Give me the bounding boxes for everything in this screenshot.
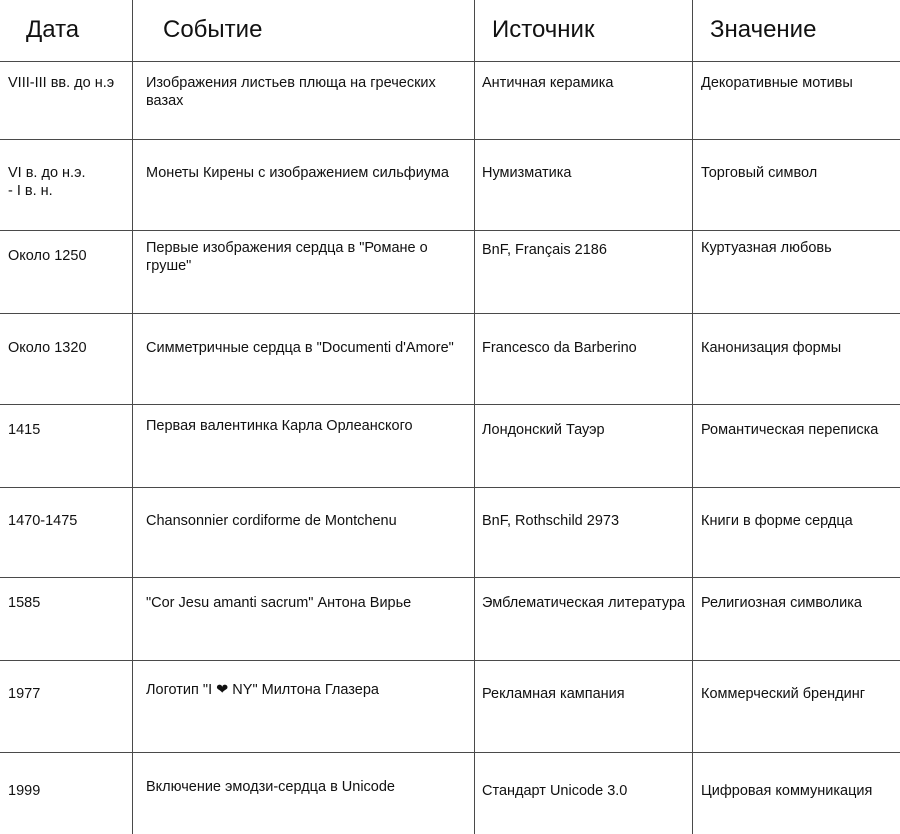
table-row: [0, 753, 900, 834]
header-event: Событие: [132, 0, 474, 61]
header-date: Дата: [26, 16, 80, 43]
header-source: Источник: [474, 0, 692, 61]
table-row: [0, 578, 900, 661]
cell-meaning: Цифровая коммуникация: [692, 753, 900, 834]
cell-source: BnF, Français 2186: [474, 231, 692, 313]
cell-source: Рекламная кампания: [474, 661, 692, 752]
cell-meaning: Религиозная символика: [692, 578, 900, 660]
cell-meaning: Канонизация формы: [692, 314, 900, 404]
cell-date: VIII-III вв. до н.э: [8, 75, 115, 91]
cell-date: Около 1320: [8, 340, 87, 356]
cell-event: "Cor Jesu amanti sacrum" Антона Вирье: [132, 578, 474, 660]
cell-meaning: Коммерческий брендинг: [692, 661, 900, 752]
table-row: [0, 488, 900, 578]
table-row: [0, 231, 900, 314]
table-row: [0, 405, 900, 488]
cell-date: 1470-1475: [8, 513, 78, 529]
cell-meaning: Романтическая переписка: [692, 405, 900, 487]
cell-date: 1415: [8, 422, 41, 438]
cell-source: Эмблематическая литература: [474, 578, 692, 660]
cell-meaning: Декоративные мотивы: [692, 62, 900, 139]
table-row: [0, 62, 900, 140]
cell-date: 1999: [8, 783, 41, 799]
cell-source: Francesco da Barberino: [474, 314, 692, 404]
cell-meaning: Торговый символ: [692, 140, 900, 230]
cell-event: Логотип "I ❤ NY" Милтона Глазера: [132, 661, 474, 752]
cell-source: BnF, Rothschild 2973: [474, 488, 692, 577]
cell-date: Около 1250: [8, 248, 87, 264]
cell-date: 1977: [8, 686, 41, 702]
cell-meaning: Книги в форме сердца: [692, 488, 900, 577]
cell-meaning: Куртуазная любовь: [692, 231, 900, 313]
cell-event: Первые изображения сердца в "Романе о груше": [132, 231, 474, 313]
cell-event: Монеты Кирены с изображением сильфиума: [132, 140, 474, 230]
header-meaning: Значение: [692, 0, 900, 61]
cell-source: Античная керамика: [474, 62, 692, 139]
cell-event: Изображения листьев плюща на греческих вазах: [132, 62, 474, 139]
table-row: [0, 140, 900, 231]
cell-source: Лондонский Тауэр: [474, 405, 692, 487]
cell-event: Включение эмодзи-сердца в Unicode: [132, 753, 474, 834]
cell-event: Симметричные сердца в "Documenti d'Amore": [132, 314, 474, 404]
cell-date: VI в. до н.э. - I в. н.: [8, 165, 86, 199]
cell-source: Стандарт Unicode 3.0: [474, 753, 692, 834]
cell-date: 1585: [8, 595, 41, 611]
cell-event: Chansonnier cordiforme de Montchenu: [132, 488, 474, 577]
cell-event: Первая валентинка Карла Орлеанского: [132, 405, 474, 487]
table-row: [0, 314, 900, 405]
table-header-row: [0, 0, 900, 62]
cell-source: Нумизматика: [474, 140, 692, 230]
table-row: [0, 661, 900, 753]
